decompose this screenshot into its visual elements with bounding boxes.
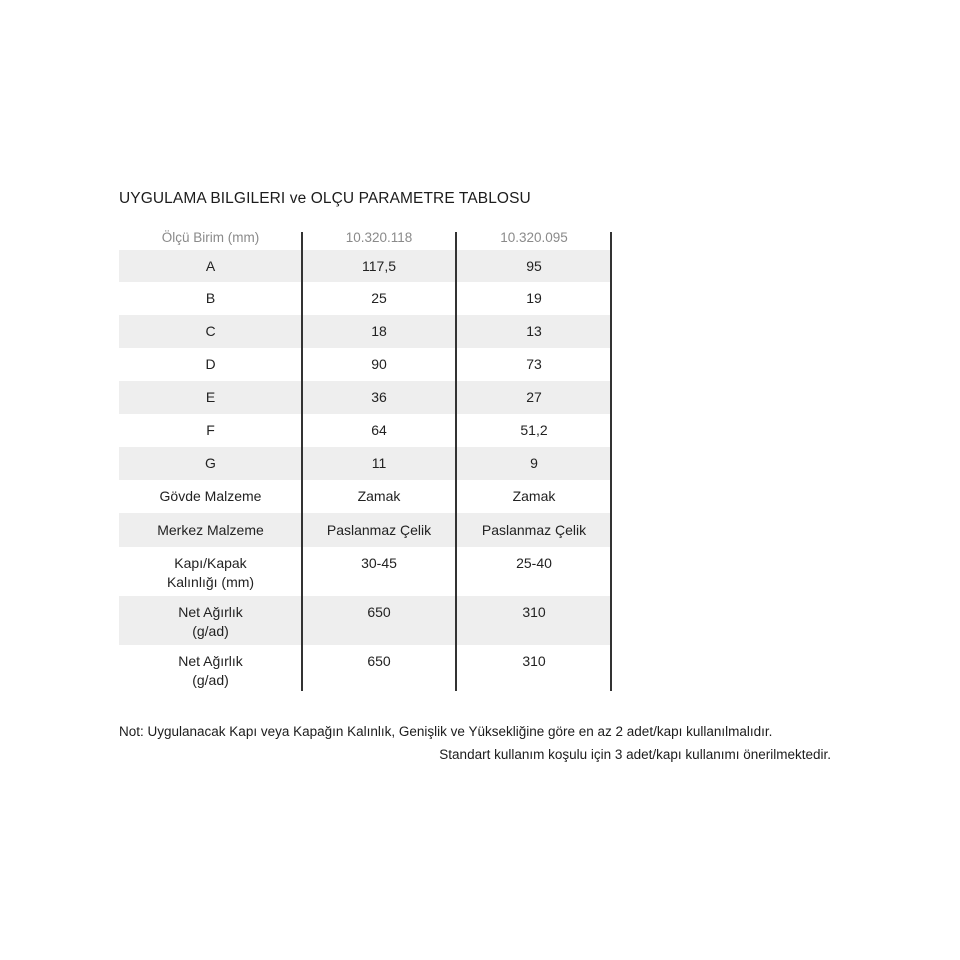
row-label: C <box>205 323 216 339</box>
value-095: 19 <box>526 290 542 306</box>
value-118: 650 <box>367 653 391 669</box>
table-row <box>119 348 612 381</box>
value-095: 310 <box>522 653 546 669</box>
value-095: 25-40 <box>516 555 552 571</box>
table-row <box>119 596 612 645</box>
value-095: Zamak <box>512 488 556 504</box>
value-118: 30-45 <box>361 555 397 571</box>
row-label: B <box>205 290 216 306</box>
value-118: 18 <box>371 323 387 339</box>
value-118: 64 <box>371 422 387 438</box>
row-label: G <box>205 455 216 471</box>
value-095: 27 <box>526 389 542 405</box>
value-095: 73 <box>526 356 542 372</box>
row-label: F <box>206 422 215 438</box>
table-row <box>119 250 612 282</box>
table-row <box>119 447 612 480</box>
table-row <box>119 315 612 348</box>
table-row <box>119 282 612 315</box>
column-divider <box>455 232 457 691</box>
table-row <box>119 414 612 447</box>
parameter-table <box>119 224 612 691</box>
header-cell-model-118: 10.320.118 <box>345 229 413 245</box>
page-title: UYGULAMA BILGILERI ve OLÇU PARAMETRE TABLOSU <box>119 190 531 207</box>
table-header-row <box>119 224 612 250</box>
value-095: 9 <box>530 455 538 471</box>
table-row <box>119 513 612 547</box>
value-118: Zamak <box>357 488 401 504</box>
value-095: 51,2 <box>520 422 548 438</box>
value-118: 11 <box>371 455 387 471</box>
column-divider <box>301 232 303 691</box>
header-cell-model-095: 10.320.095 <box>500 229 568 245</box>
table-row <box>119 645 612 691</box>
value-095: 13 <box>526 323 542 339</box>
value-118: 650 <box>367 604 391 620</box>
note-line-1: Not: Uygulanacak Kapı veya Kapağın Kalınlık, Genişlik ve Yüksekliğine göre en az 2 adet/kapı kullanılmalıdır. <box>119 724 773 739</box>
header-cell-unit: Ölçü Birim (mm) <box>161 229 260 245</box>
value-095: 95 <box>526 257 542 274</box>
row-label: Net Ağırlık (g/ad) <box>178 604 243 639</box>
note-text <box>119 720 831 766</box>
row-label: Merkez Malzeme <box>157 521 264 538</box>
row-label: Gövde Malzeme <box>159 488 262 504</box>
value-118: 117,5 <box>362 257 396 274</box>
value-118: 90 <box>371 356 387 372</box>
value-095: 310 <box>522 604 546 620</box>
row-label: Net Ağırlık (g/ad) <box>178 653 243 688</box>
row-label: E <box>205 389 216 405</box>
value-095: Paslanmaz Çelik <box>481 521 587 538</box>
value-118: Paslanmaz Çelik <box>326 521 432 538</box>
row-label: D <box>205 356 216 372</box>
value-118: 25 <box>371 290 387 306</box>
value-118: 36 <box>371 389 387 405</box>
table-row <box>119 547 612 596</box>
note-line-2: Standart kullanım koşulu için 3 adet/kapı kullanımı önerilmektedir. <box>439 747 831 762</box>
row-label: Kapı/Kapak Kalınlığı (mm) <box>166 555 255 590</box>
row-label: A <box>205 257 216 274</box>
table-row <box>119 381 612 414</box>
table-row <box>119 480 612 513</box>
column-divider <box>610 232 612 691</box>
